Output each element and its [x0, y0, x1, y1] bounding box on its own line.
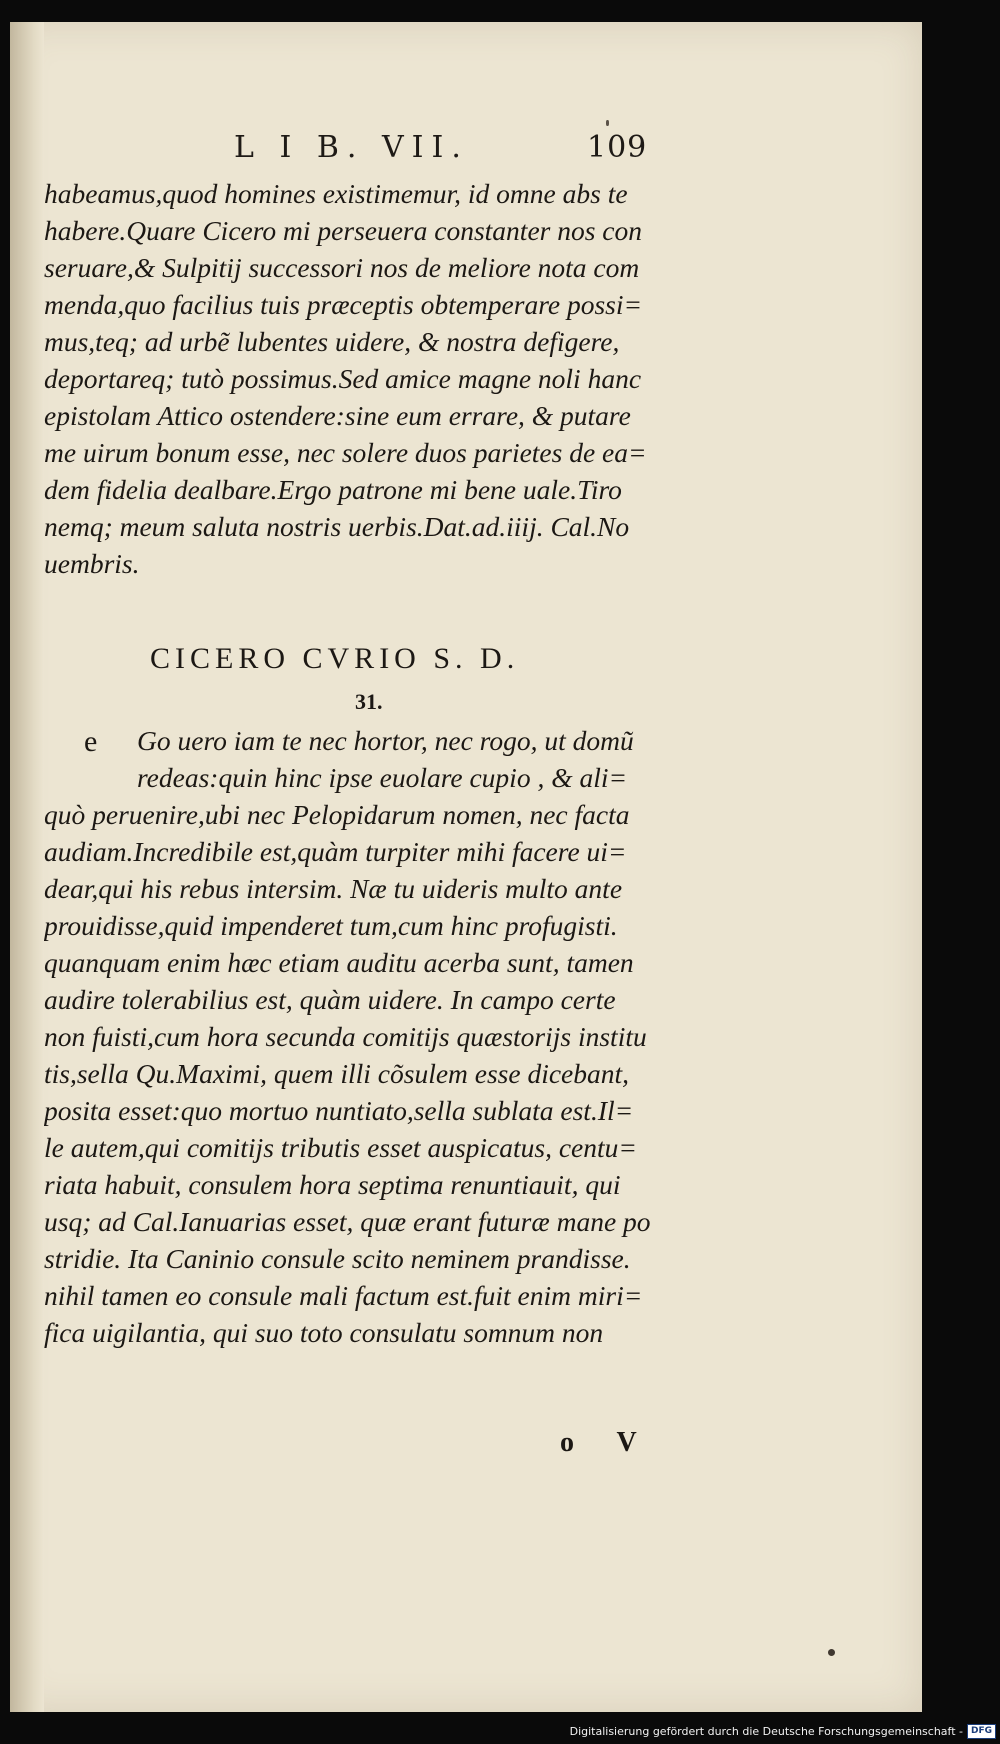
book-page: [10, 22, 922, 1712]
text-line: habere.Quare Cicero mi perseuera constanter nos con: [44, 215, 643, 246]
text-line: usq; ad Cal.Ianuarias esset, quæ erant futuræ mane po: [44, 1206, 651, 1237]
text-line: fica uigilantia, qui suo toto consulatu somnum non: [44, 1317, 604, 1348]
letter-number: 31.: [355, 689, 383, 714]
dfg-logo-icon: DFG: [967, 1724, 996, 1739]
text-line: nihil tamen eo consule mali factum est.fuit enim miri=: [44, 1280, 643, 1311]
digitization-credit: [569, 1722, 996, 1740]
text-line: prouidisse,quid impenderet tum,cum hinc profugisti.: [44, 910, 618, 941]
text-line: epistolam Attico ostendere:sine eum errare, & putare: [44, 400, 631, 431]
initial-guide-letter: e: [84, 725, 98, 758]
text-line: mus,teq; ad urbẽ lubentes uidere, & nostra defigere,: [44, 326, 620, 357]
ink-speck: [828, 1649, 835, 1656]
text-line: audire tolerabilius est, quàm uidere. In campo certe: [44, 984, 616, 1015]
text-line: non fuisti,cum hora secunda comitijs quæstorijs institu: [44, 1021, 647, 1052]
catchword: o V: [560, 1427, 655, 1458]
text-line: me uirum bonum esse, nec solere duos parietes de ea=: [44, 437, 647, 468]
text-line: seruare,& Sulpitij successori nos de meliore nota com: [44, 252, 640, 283]
text-line: redeas:quin hinc ipse euolare cupio , & ali=: [137, 762, 628, 793]
text-line: audiam.Incredibile est,quàm turpiter mihi facere ui=: [44, 836, 627, 867]
page-number: 109: [587, 130, 648, 165]
letter-heading: CICERO CVRIO S. D.: [150, 642, 520, 675]
text-line: quanquam enim hæc etiam auditu acerba sunt, tamen: [44, 947, 634, 978]
text-line: menda,quo facilius tuis præceptis obtemperare possi=: [44, 289, 643, 320]
text-line: Go uero iam te nec hortor, nec rogo, ut domũ: [137, 725, 634, 756]
text-line: le autem,qui comitijs tributis esset auspicatus, centu=: [44, 1132, 637, 1163]
text-line: stridie. Ita Caninio consule scito neminem prandisse.: [44, 1243, 631, 1274]
running-head: L I B. VII.: [234, 130, 469, 165]
text-line: tis,sella Qu.Maximi, quem illi cõsulem esse dicebant,: [44, 1058, 630, 1089]
text-line: riata habuit, consulem hora septima renuntiauit, qui: [44, 1169, 621, 1200]
text-line: deportareq; tutò possimus.Sed amice magne noli hanc: [44, 363, 642, 394]
page-gutter: [10, 22, 44, 1712]
text-line: uembris.: [44, 548, 140, 579]
text-line: dem fidelia dealbare.Ergo patrone mi bene uale.Tiro: [44, 474, 622, 505]
credit-text: Digitalisierung gefördert durch die Deutsche Forschungsgemeinschaft -: [569, 1724, 963, 1738]
text-line: dear,qui his rebus intersim. Næ tu uideris multo ante: [44, 873, 623, 904]
text-line: habeamus,quod homines existimemur, id omne abs te: [44, 178, 628, 209]
text-line: nemq; meum saluta nostris uerbis.Dat.ad.iiij. Cal.No: [44, 511, 630, 542]
text-line: quò peruenire,ubi nec Pelopidarum nomen, nec facta: [44, 799, 630, 830]
text-line: posita esset:quo mortuo nuntiato,sella sublata est.Il=: [44, 1095, 634, 1126]
ink-speck-top: [606, 120, 609, 126]
page-header: [10, 130, 922, 174]
